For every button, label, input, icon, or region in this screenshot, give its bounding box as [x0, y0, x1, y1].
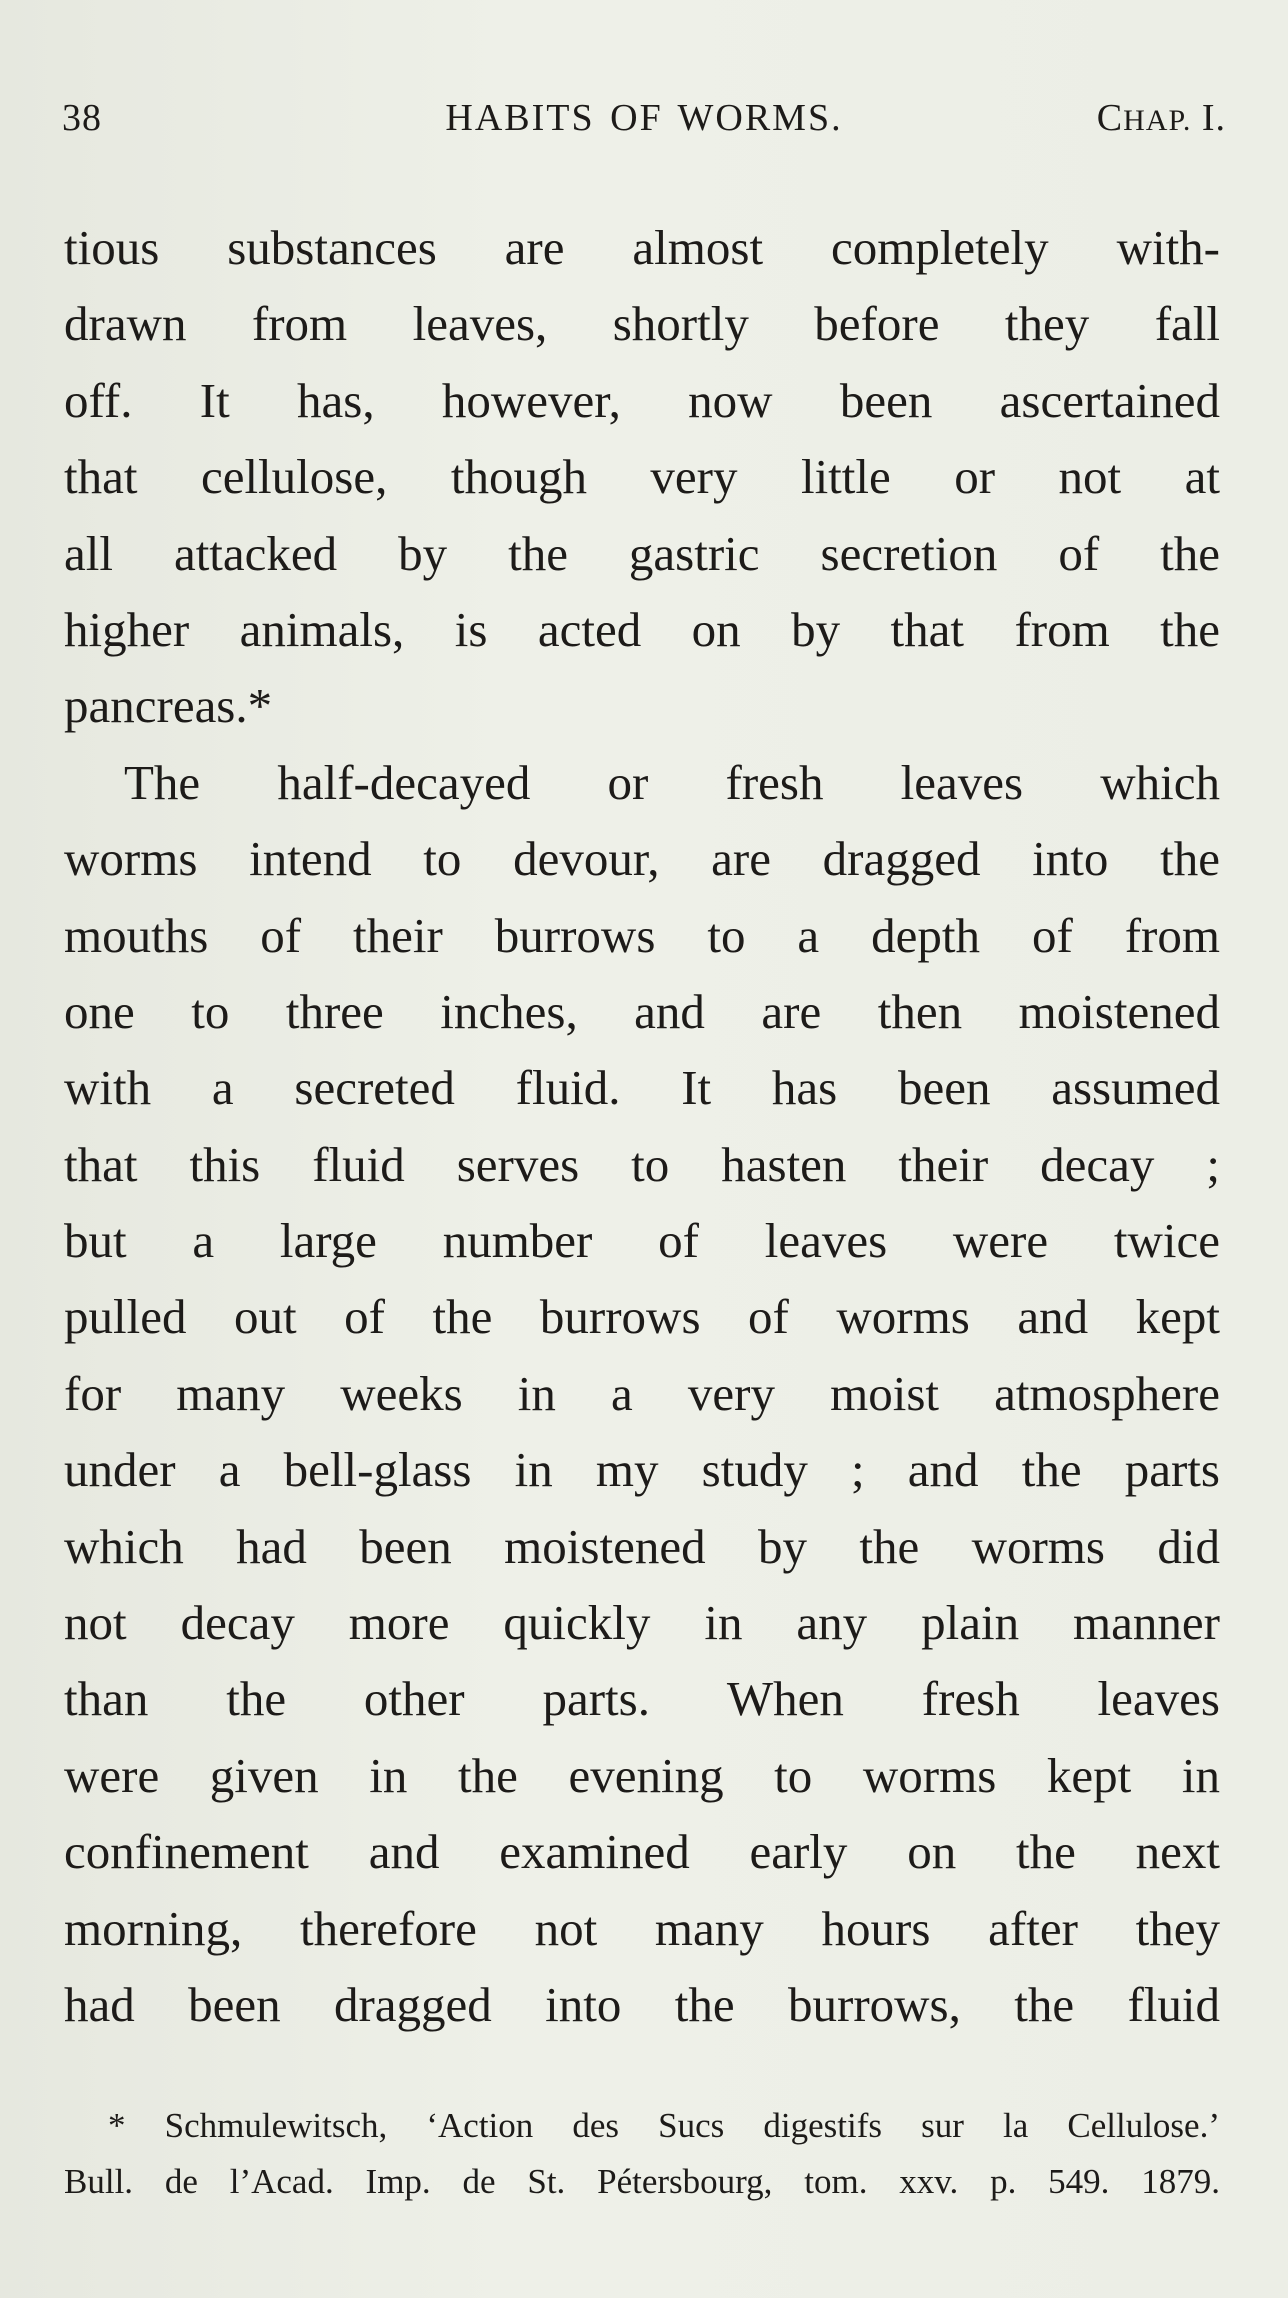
text-line: under a bell-glass in my study ; and the parts	[64, 1442, 1220, 1498]
text-line: one to three inches, and are then moistened	[64, 983, 1220, 1039]
text-line: than the other parts. When fresh leaves	[64, 1671, 1220, 1727]
text-line: morning, therefore not many hours after they	[64, 1900, 1220, 1956]
text-line: drawn from leaves, shortly before they fall	[64, 296, 1220, 352]
chapter-numeral: I.	[1201, 97, 1226, 139]
running-title: HABITS OF WORMS.	[445, 97, 843, 139]
text-line: pancreas.*	[64, 678, 273, 734]
footnote-line: Bull. de l’Acad. Imp. de St. Pétersbourg, tom. xxv. p. 549. 1879.	[64, 2162, 1220, 2201]
text-line: with a secreted fluid. It has been assumed	[64, 1060, 1220, 1116]
text-line: confinement and examined early on the next	[64, 1824, 1220, 1880]
text-line: had been dragged into the burrows, the fluid	[64, 1976, 1220, 2032]
page-number: 38	[62, 97, 102, 139]
chapter-label	[1097, 96, 1226, 140]
text-line: that this fluid serves to hasten their decay ;	[64, 1136, 1220, 1192]
running-header	[62, 96, 1226, 156]
paragraph-2	[64, 745, 1220, 2044]
footnote-line: * Schmulewitsch, ‘Action des Sucs digestifs sur la Cellulose.’	[108, 2106, 1220, 2145]
chapter-initial: C	[1096, 97, 1124, 139]
footnote	[64, 2098, 1220, 2210]
text-line: off. It has, however, now been ascertained	[64, 372, 1220, 428]
text-line: not decay more quickly in any plain manner	[64, 1595, 1220, 1651]
text-line: but a large number of leaves were twice	[64, 1213, 1220, 1269]
text-line: which had been moistened by the worms did	[64, 1518, 1220, 1574]
paragraph-1	[64, 210, 1220, 745]
body-text	[64, 210, 1220, 2043]
text-line: were given in the evening to worms kept in	[64, 1747, 1220, 1803]
text-line: worms intend to devour, are dragged into the	[64, 831, 1220, 887]
text-line: that cellulose, though very little or not at	[64, 449, 1220, 505]
text-line: for many weeks in a very moist atmosphere	[64, 1365, 1220, 1421]
chapter-small-caps: HAP.	[1123, 104, 1192, 137]
text-line: pulled out of the burrows of worms and kept	[64, 1289, 1220, 1345]
text-line: tious substances are almost completely with-	[64, 220, 1220, 275]
text-line: The half-decayed or fresh leaves which	[124, 754, 1220, 810]
text-line: higher animals, is acted on by that from the	[64, 601, 1220, 657]
text-line: all attacked by the gastric secretion of the	[64, 525, 1220, 581]
text-line: mouths of their burrows to a depth of from	[64, 907, 1220, 963]
